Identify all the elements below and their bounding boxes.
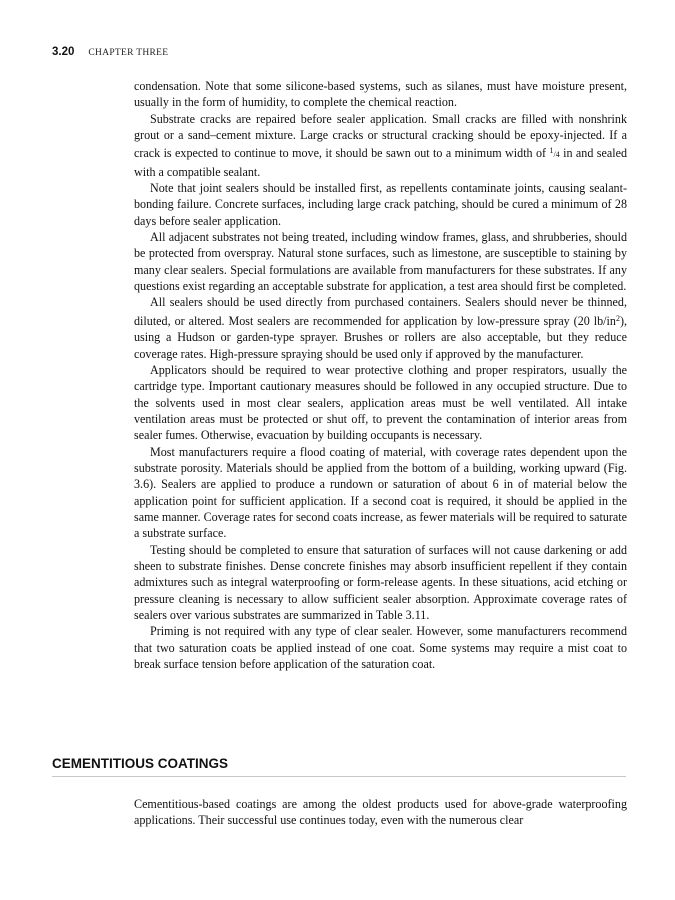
section-text [134, 796, 627, 829]
chapter-label: CHAPTER THREE [88, 48, 169, 58]
paragraph-text: All sealers should be used directly from purchased containers. Sealers should never be thinned, diluted, or altered. Most sealers are recommended for application by low-pressure spray (20 lb/in [134, 295, 627, 328]
paragraph-priming: Priming is not required with any type of clear sealer. However, some manufacturers recommend that two saturation coats be applied instead of one coat. Some systems may require a mist coat to break surface tension before application of the saturation coat. [134, 624, 627, 672]
fraction-denominator: /4 [553, 150, 560, 160]
paragraph-text: ), using a Hudson or garden-type sprayer. Brushes or rollers are also acceptable, but they reduce coverage rates. High-pressure spraying should be used only if approved by the manufacturer. [134, 313, 627, 361]
fraction-numerator: 1 [549, 146, 554, 156]
paragraph-condensation: condensation. Note that some silicone-based systems, such as silanes, must have moisture present, usually in the form of humidity, to complete the chemical reaction. [134, 79, 627, 110]
paragraph-adjacent-substrates: All adjacent substrates not being treated, including window frames, glass, and shrubberies, should be protected from overspray. Natural stone surfaces, such as limestone, are susceptible to staining by many clear sealers. Special formulations are available from manufacturers for these substrates. If any questions exist regarding an acceptable substrate for application, a test area should first be completed. [134, 230, 627, 294]
paragraph-flood-coating: Most manufacturers require a flood coating of material, with coverage rates dependent upon the substrate porosity. Materials should be applied from the bottom of a building, working upward (Fig. 3.6). Sealers are applied to produce a rundown or saturation of about 6 in of material below the application point for sufficient application. If a second coat is required, it should be applied in the same manner. Coverage rates for second coats increase, as fewer materials will be required to saturate a substrate surface. [134, 444, 627, 541]
page-number: 3.20 [52, 46, 75, 58]
paragraph-text: Substrate cracks are repaired before sealer application. Small cracks are filled with nonshrink grout or a sand–cement mixture. Large cracks or structural cracking should be epoxy-injected. If a crack is expected to continue to move, it should be sawn out to a minimum width of [134, 111, 627, 161]
paragraph-sealer-containers [134, 294, 627, 361]
paragraph-text: in and sealed with a compatible sealant. [134, 146, 628, 179]
section-heading: CEMENTITIOUS COATINGS [52, 756, 626, 777]
superscript: 2 [615, 313, 620, 323]
fraction-one-quarter [549, 146, 560, 160]
body-text [134, 78, 627, 672]
running-head [52, 46, 168, 58]
paragraph-substrate-cracks [134, 111, 627, 180]
paragraph-applicators: Applicators should be required to wear protective clothing and proper respirators, usually the cartridge type. Important cautionary measures should be followed in any occupied structure. Due to the solvents used in most clear sealers, application areas must be well ventilated. All intake ventilation areas must be protected or shut off, to prevent the contamination of interior areas from sealer fumes. Otherwise, evacuation by building occupants is necessary. [134, 362, 627, 443]
paragraph-joint-sealers: Note that joint sealers should be installed first, as repellents contaminate joints, causing sealant-bonding failure. Concrete surfaces, including large crack patching, should be cured a minimum of 28 days before sealer application. [134, 181, 627, 228]
paragraph-cementitious: Cementitious-based coatings are among the oldest products used for above-grade waterproofing applications. Their successful use continues today, even with the numerous clear [134, 797, 627, 828]
paragraph-testing: Testing should be completed to ensure that saturation of surfaces will not cause darkening or add sheen to substrate finishes. Dense concrete finishes may absorb insufficient repellent if they contain admixtures such as integral waterproofing or form-release agents. In these situations, acid etching or pressure cleaning is necessary to allow sufficient sealer absorption. Approximate coverage rates of sealers over various substrates are summarized in Table 3.11. [134, 542, 627, 622]
